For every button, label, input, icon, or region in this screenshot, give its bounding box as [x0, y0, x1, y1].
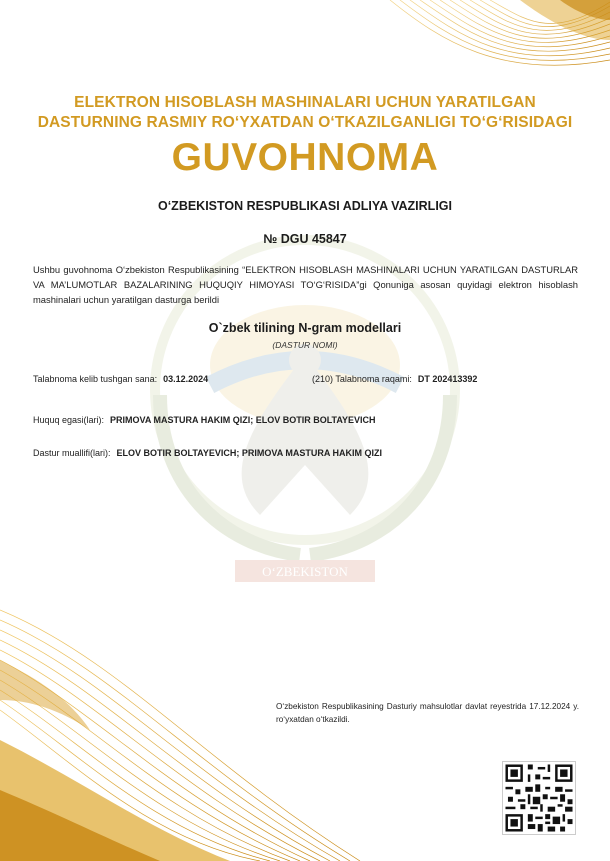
top-right-wave-decoration: [0, 0, 610, 100]
application-number-value: DT 202413392: [417, 374, 478, 384]
program-name-caption: (DASTUR NOMI): [272, 340, 338, 350]
application-date-label: Talabnoma kelib tushgan sana:: [33, 374, 158, 384]
authors-row: [33, 448, 382, 458]
bottom-left-wave-decoration: [0, 600, 420, 861]
document-title: GUVOHNOMA: [171, 136, 439, 179]
authors-label: Dastur muallifi(lari):: [33, 448, 111, 458]
header-line-1: ELEKTRON HISOBLASH MASHINALARI UCHUN YARATILGAN: [74, 94, 536, 111]
program-name: O`zbek tilining N-gram modellari: [208, 321, 402, 335]
intro-paragraph: Ushbu guvohnoma O‘zbekiston Respublikasining “ELEKTRON HISOBLASH MASHINALARI UCHUN YARATILGAN DASTURLAR VA MA’LUMOTLAR BAZALARINING HUQUQIY HIMOYASI TO‘G‘RISIDA”gi Qonuniga asosan quyidagi elektron hisoblash mashinalari uchun yaratilgan dasturga berildi: [33, 264, 578, 305]
owners-value: PRIMOVA MASTURA HAKIM QIZI; ELOV BOTIR BOLTAYEVICH: [110, 415, 376, 425]
header-line-2: DASTURNING RASMIY RO‘YXATDAN O‘TKAZILGANLIGI TO‘G‘RISIDAGI: [37, 114, 573, 131]
authors-value: ELOV BOTIR BOLTAYEVICH; PRIMOVA MASTURA HAKIM QIZI: [116, 448, 383, 458]
certificate-number: № DGU 45847: [263, 232, 347, 246]
application-date-row: [33, 374, 208, 384]
qr-code[interactable]: [502, 761, 576, 835]
owners-row: [33, 415, 376, 425]
document-header: [0, 93, 610, 133]
registry-note: O‘zbekiston Respublikasining Dasturiy mahsulotlar davlat reyestrida 17.12.2024 y. ro‘yxatdan o‘tkazildi.: [276, 702, 579, 724]
emblem-ribbon-text: O‘ZBEKISTON: [262, 564, 348, 579]
application-date-value: 03.12.2024: [163, 374, 209, 384]
application-number-label: (210) Talabnoma raqami:: [312, 374, 412, 384]
application-number-row: [312, 374, 477, 384]
ministry-name: O‘ZBEKISTON RESPUBLIKASI ADLIYA VAZIRLIGI: [157, 199, 452, 213]
owners-label: Huquq egasi(lari):: [33, 415, 105, 425]
